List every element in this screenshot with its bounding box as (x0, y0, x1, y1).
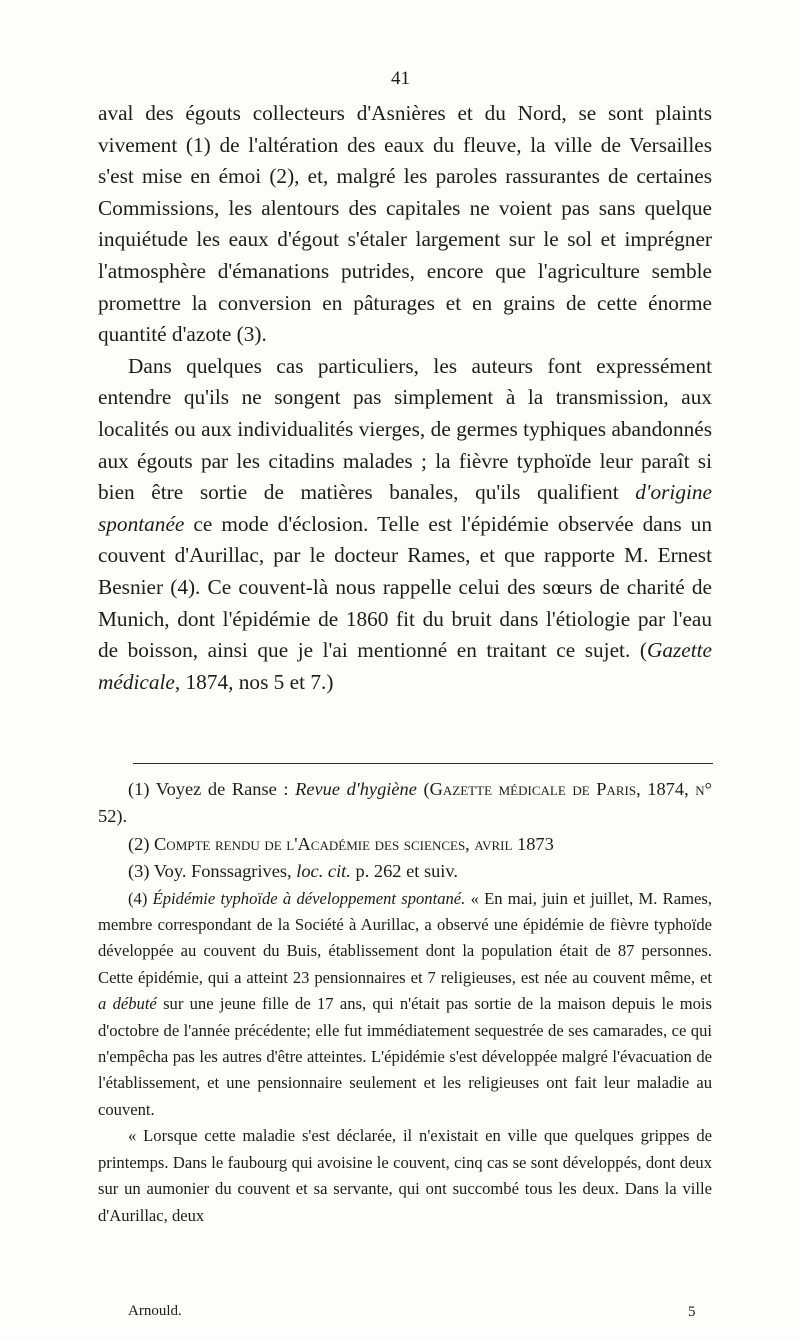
footnote-2: (2) Compte rendu de l'Académie des sciences, avril 1873 (128, 833, 554, 854)
footnote-4-title: Épidémie typhoïde à développement spontané. (152, 888, 466, 908)
paragraph-2-text-b: ce mode d'éclosion. Telle est l'épidémie observée dans un couvent d'Aurillac, par le docteur Rames, et que rapporte M. Ernest Besnier (4). Ce couvent-là nous rappelle celui des sœurs de charité de Munich, dont l'épidémie de 1860 fit du bruit dans l'étiologie par l'eau de boisson, ainsi que je l'ai mentionné en traitant ce sujet. ( (98, 511, 712, 663)
footnote-3-italic: loc. cit. (296, 861, 351, 882)
sheet-number: 5 (688, 1304, 696, 1320)
paragraph-2-text-a: Dans quelques cas particuliers, les auteurs font expressément entendre qu'ils ne songent pas simplement à la transmission, aux localités ou aux individualités vierges, de germes typhiques abandonnés aux égouts par les citadins malades ; la fièvre typhoïde leur paraît si bien être sortie de matières banales, qu'ils qualifient (98, 353, 712, 505)
footnote-3-text-a: (3) Voy. Fonssagrives, (128, 861, 297, 882)
footnote-3 (98, 858, 712, 885)
paragraph-2-italic: d'origine spontanée (98, 480, 712, 536)
footnote-4-text-b: « En mai, juin et juillet, M. Rames, membre correspondant de la Société à Aurillac, a observé une épidémie de fièvre typhoïde développée au couvent du Buis, établissement dont la population était de 87 personnes. Cette épidémie, qui a atteint 23 pensionnaires et 7 religieuses, est née au couvent même, et (98, 888, 712, 987)
footnote-4-text-a: (4) (128, 888, 153, 908)
footnote-1-italic: Revue d'hygiène (295, 779, 417, 799)
footnote-4-italic: a débuté (98, 994, 157, 1014)
footnote-1-text-b: (Gazette médicale de Paris, 1874, n° 52). (98, 779, 713, 827)
paragraph-2 (98, 351, 712, 699)
footnote-4-continued: « Lorsque cette maladie s'est déclarée, il n'existait en ville que quelques grippes de printemps. Dans le faubourg qui avoisine le couvent, cinq cas se sont développés, dont deux sur un aumonier du couvent et sa servante, qui ont succombé tous les deux. Dans la ville d'Aurillac, deux (98, 1126, 712, 1225)
paragraph-1: aval des égouts collecteurs d'Asnières et du Nord, se sont plaints vivement (1) de l'altération des eaux du fleuve, la ville de Versailles s'est mise en émoi (2), et, malgré les paroles rassurantes de certaines Commissions, les alentours des capitales ne voient pas sans quelque inquiétude les eaux d'égout s'étaler largement sur le sol et imprégner l'atmosphère d'émanations putrides, encore que l'agriculture semble promettre la conversion en pâturages et en grains de cette énorme quantité d'azote (3). (98, 101, 712, 347)
paragraph-2-citation: Gazette médicale, (98, 638, 712, 694)
footnote-4-text-c: sur une jeune fille de 17 ans, qui n'était pas sortie de la maison depuis le mois d'octobre de l'année précédente; elle fut immédiatement sequestrée de ses camarades, ce qui n'empêcha pas les autres d'être atteintes. L'épidémie s'est développée malgré l'évacuation de l'établissement, et une pensionnaire seulement et les religieuses ont fait leur maladie au couvent. (98, 994, 713, 1119)
footnote-1 (98, 776, 712, 831)
printer-signature: Arnould. (128, 1303, 182, 1319)
page-number: 41 (391, 68, 410, 89)
footnote-1-text-a: (1) Voyez de Ranse : (128, 779, 296, 799)
footnote-4 (98, 886, 712, 1124)
main-text (98, 98, 712, 698)
footnote-divider (133, 763, 713, 764)
footnotes (98, 776, 712, 1229)
paragraph-2-text-c: 1874, nos 5 et 7.) (180, 669, 334, 694)
footnote-3-text-b: p. 262 et suiv. (350, 861, 459, 882)
